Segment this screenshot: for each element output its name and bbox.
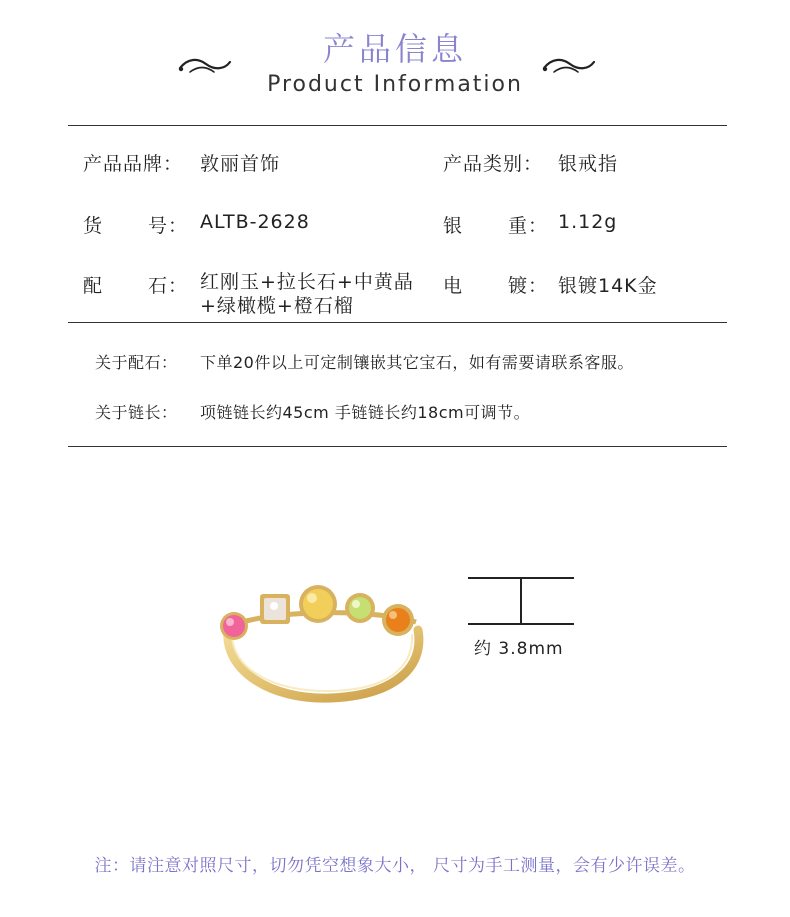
weight-value: 1.12g: [558, 211, 618, 233]
category-label: 产品类别：: [443, 153, 544, 175]
divider-bottom: [68, 446, 727, 447]
ring-band: [228, 630, 419, 698]
stone-label-second: 石：: [148, 275, 189, 297]
stone-pink: [220, 612, 248, 640]
stone-value: [200, 270, 414, 318]
dimension-marker: [466, 572, 578, 630]
sku-value: ALTB-2628: [200, 211, 310, 233]
stone-green: [345, 593, 375, 623]
stone-value-line-1: 红刚玉+拉长石+中黄晶: [200, 271, 414, 293]
brand-value: 敦丽首饰: [200, 153, 281, 175]
size-disclaimer: 注：请注意对照尺寸，切勿凭空想象大小， 尺寸为手工测量，会有少许误差。: [94, 856, 696, 876]
stone-yellow: [299, 585, 337, 623]
plating-label-first: 电: [443, 275, 464, 297]
dimension-label: 约 3.8mm: [474, 639, 564, 659]
brand-label: 产品品牌：: [83, 153, 184, 175]
weight-label-second: 重：: [508, 215, 549, 237]
divider-top: [68, 125, 727, 126]
chain-note-label: 关于链长：: [95, 403, 178, 422]
chain-note-value: 项链链长约45cm 手链链长约18cm可调节。: [200, 403, 531, 422]
weight-label-first: 银: [443, 215, 464, 237]
sku-label-first: 货: [83, 215, 104, 237]
ring-product-image: [210, 570, 435, 710]
stone-note-label: 关于配石：: [95, 353, 178, 372]
stone-value-line-2: +绿橄榄+橙石榴: [200, 295, 354, 317]
stone-white: [260, 594, 290, 624]
sku-label-second: 号：: [148, 215, 189, 237]
plating-label-second: 镀：: [508, 275, 549, 297]
stone-note-value: 下单20件以上可定制镶嵌其它宝石，如有需要请联系客服。: [200, 353, 634, 372]
divider-middle: [68, 322, 727, 323]
stone-label-first: 配: [83, 275, 104, 297]
page-title-chinese: 产品信息: [322, 30, 467, 68]
category-value: 银戒指: [558, 153, 619, 175]
page-title-english: Product Information: [267, 72, 523, 97]
stone-orange: [382, 604, 414, 636]
plating-value: 银镀14K金: [558, 275, 658, 297]
